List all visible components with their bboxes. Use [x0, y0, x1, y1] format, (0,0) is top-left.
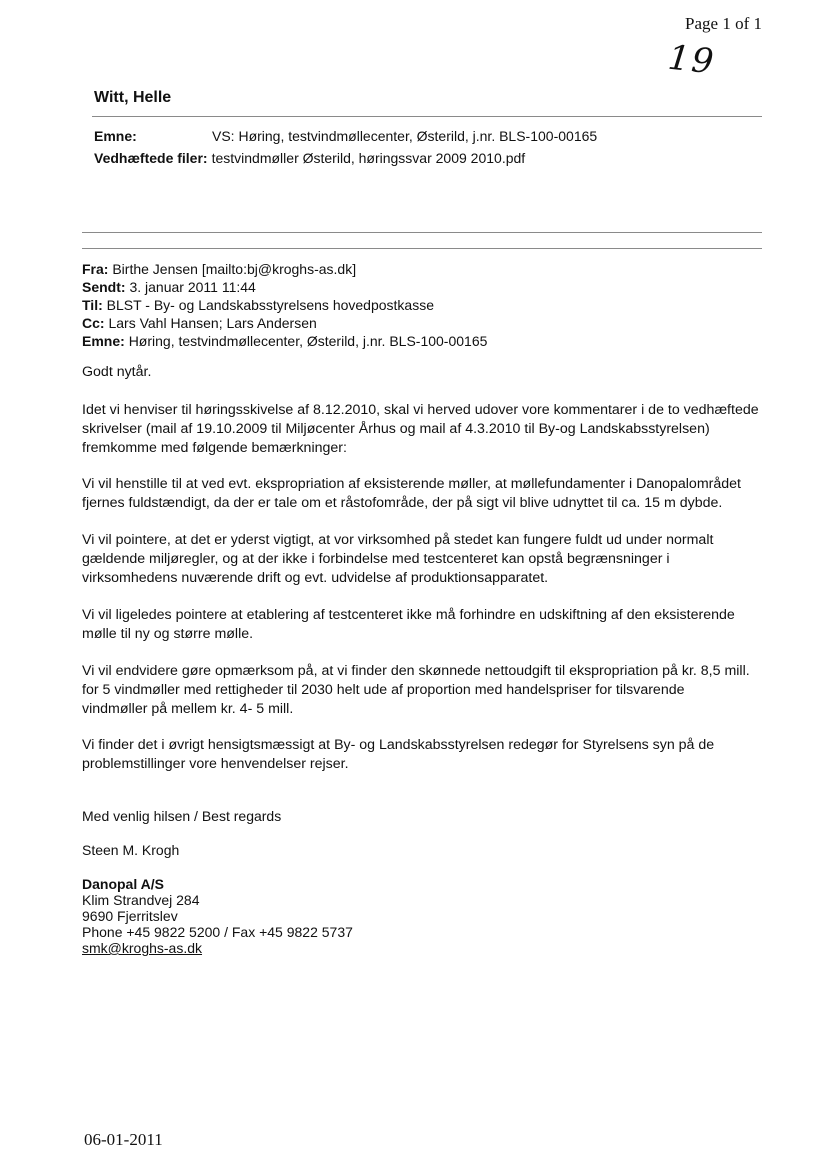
cc-label: Cc:: [82, 315, 105, 331]
email-link[interactable]: smk@kroghs-as.dk: [82, 940, 203, 956]
subject-label: Emne:: [94, 128, 137, 144]
paragraph-3: [82, 531, 782, 588]
paragraph-line: Vi vil pointere, at det er yderst vigtigt, at vor virksomhed på stedet kan fungere fuldt ud under normalt: [82, 532, 714, 548]
paragraph-2: [82, 475, 782, 513]
sender-name: Witt, Helle: [94, 89, 172, 106]
paragraph-line: for 5 vindmøller med rettigheder til 2030 helt ude af proportion med handelspriser for tilsvarende: [82, 682, 685, 698]
divider: [82, 248, 762, 249]
from-row: [82, 260, 487, 278]
page-number: Page 1 of 1: [685, 14, 762, 33]
sent-row: [82, 278, 487, 296]
email-subject-row: [82, 332, 487, 350]
paragraph-line: skrivelser (mail af 19.10.2009 til Miljøcenter Århus og mail af 4.3.2010 til By-og Landskabsstyrelsen): [82, 421, 710, 437]
attachments-value: testvindmøller Østerild, høringssvar 2009 2010.pdf: [211, 150, 526, 166]
attachments-row: [94, 150, 525, 166]
handwritten-page-number: 19: [666, 37, 718, 83]
address-line-1: Klim Strandvej 284: [82, 892, 200, 908]
email-header: [82, 260, 487, 350]
paragraph-4: [82, 606, 782, 644]
paragraph-line: Vi vil endvidere gøre opmærksom på, at vi finder den skønnede nettoudgift til ekspropriation på kr. 8,5 mill.: [82, 663, 750, 679]
subject-value: VS: Høring, testvindmøllecenter, Østerild, j.nr. BLS-100-00165: [212, 128, 598, 144]
greeting-line: Godt nytår.: [82, 364, 152, 380]
sent-value: 3. januar 2011 11:44: [129, 279, 256, 295]
greeting: [82, 363, 782, 382]
company-name: Danopal A/S: [82, 876, 164, 892]
company-block: [82, 876, 353, 956]
email-subject-value: Høring, testvindmøllecenter, Østerild, j.nr. BLS-100-00165: [128, 333, 488, 349]
paragraph-line: virksomhedens nuværende drift og evt. udvidelse af produktionsapparatet.: [82, 570, 549, 586]
paragraph-line: problemstillinger vore henvendelser rejser.: [82, 756, 349, 772]
paragraph-5: [82, 662, 782, 719]
phone-fax: Phone +45 9822 5200 / Fax +45 9822 5737: [82, 924, 353, 940]
paragraph-line: fjernes fuldstændigt, da der er tale om et råstofområde, der på sigt vil blive udnyttet til ca. 15 m dybde.: [82, 495, 723, 511]
attachments-label: Vedhæftede filer:: [94, 150, 208, 166]
cc-value: Lars Vahl Hansen; Lars Andersen: [108, 315, 317, 331]
paragraph-1: [82, 401, 782, 458]
signatory-name: Steen M. Krogh: [82, 842, 180, 858]
email-subject-label: Emne:: [82, 333, 125, 349]
paragraph-line: mølle til ny og større mølle.: [82, 626, 254, 642]
paragraph-line: Vi vil ligeledes pointere at etablering af testcenteret ikke må forhindre en udskiftning af den eksisterende: [82, 607, 735, 623]
from-value: Birthe Jensen [mailto:bj@kroghs-as.dk]: [112, 261, 357, 277]
closing: Med venlig hilsen / Best regards: [82, 808, 282, 824]
paragraph-line: Idet vi henviser til høringsskivelse af 8.12.2010, skal vi herved udover vore kommentarer i de to vedhæftede: [82, 402, 759, 418]
to-row: [82, 296, 487, 314]
divider: [92, 116, 762, 117]
subject-row: [94, 128, 597, 144]
to-value: BLST - By- og Landskabsstyrelsens hovedpostkasse: [106, 297, 434, 313]
to-label: Til:: [82, 297, 103, 313]
paragraph-line: gældende miljøregler, og at der ikke i forbindelse med testcenteret kan opstå begrænsninger i: [82, 551, 670, 567]
paragraph-line: vindmøller på mellem kr. 4- 5 mill.: [82, 701, 294, 717]
footer-date: 06-01-2011: [84, 1130, 163, 1149]
sent-label: Sendt:: [82, 279, 126, 295]
address-line-2: 9690 Fjerritslev: [82, 908, 178, 924]
from-label: Fra:: [82, 261, 109, 277]
paragraph-line: Vi finder det i øvrigt hensigtsmæssigt at By- og Landskabsstyrelsen redegør for Styrelsens syn på de: [82, 737, 715, 753]
paragraph-line: fremkomme med følgende bemærkninger:: [82, 440, 347, 456]
cc-row: [82, 314, 487, 332]
paragraph-6: [82, 736, 782, 774]
divider: [82, 232, 762, 233]
paragraph-line: Vi vil henstille til at ved evt. ekspropriation af eksisterende møller, at møllefundamenter i Danopalområdet: [82, 476, 741, 492]
